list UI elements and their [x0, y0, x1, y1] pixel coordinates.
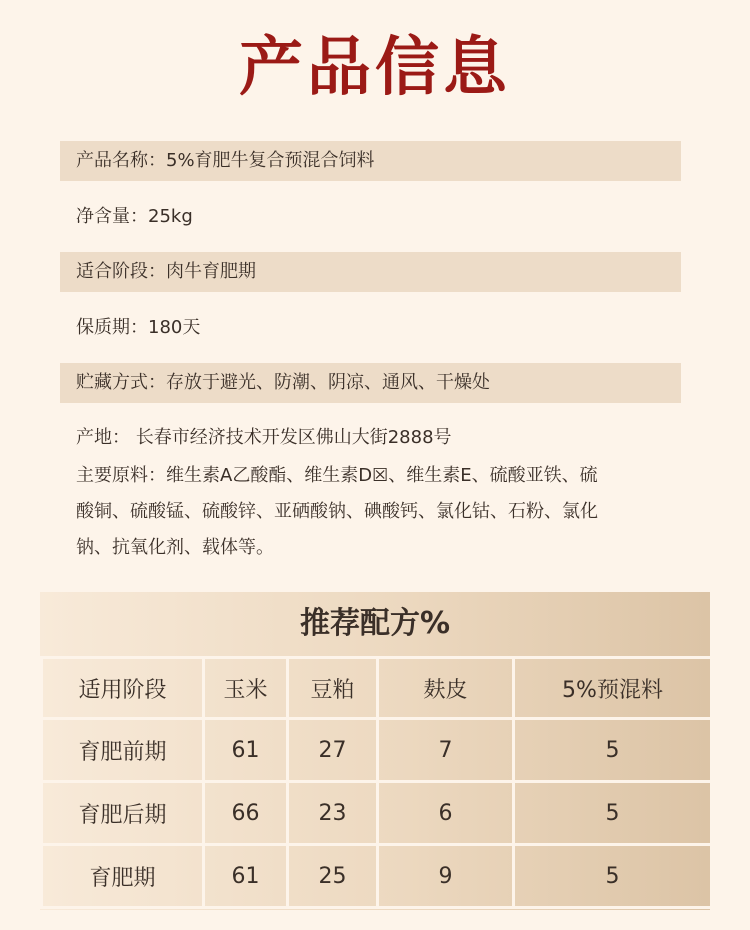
origin-row [76, 420, 676, 456]
table-row [42, 719, 712, 782]
header-cell-corn: 玉米 [204, 658, 288, 719]
origin-text: 产地： 长春市经济技术开发区佛山大街2888号 [76, 427, 452, 448]
table-cell: 5 [514, 782, 712, 845]
ingredients-block [76, 458, 676, 566]
table-cell: 育肥前期 [42, 719, 204, 782]
table-row [42, 782, 712, 845]
ingredients-line: 酸铜、硫酸锰、硫酸锌、亚硒酸钠、碘酸钙、氯化钴、石粉、氯化 [76, 501, 598, 522]
table-row [42, 845, 712, 908]
header-cell-stage: 适用阶段 [42, 658, 204, 719]
table-cell: 27 [288, 719, 378, 782]
table-cell: 61 [204, 719, 288, 782]
header-cell-premix: 5%预混料 [514, 658, 712, 719]
table-cell: 育肥期 [42, 845, 204, 908]
net-content-row: 净含量：25kg [76, 206, 193, 227]
page-title: 产品信息 [239, 31, 511, 105]
table-cell: 育肥后期 [42, 782, 204, 845]
table-cell: 5 [514, 845, 712, 908]
header-cell-bran: 麸皮 [378, 658, 514, 719]
formula-table [40, 656, 713, 909]
shelf-life-row: 保质期：180天 [76, 317, 201, 338]
storage-row: 贮藏方式：存放于避光、防潮、阴凉、通风、干燥处 [60, 363, 681, 403]
stage-row: 适合阶段：肉牛育肥期 [60, 252, 681, 292]
ingredients-line: 主要原料：维生素A乙酸酯、维生素D☒、维生素E、硫酸亚铁、硫 [76, 465, 598, 486]
product-name-row: 产品名称：5%育肥牛复合预混合饲料 [60, 141, 681, 181]
ingredients-line: 钠、抗氧化剂、载体等。 [76, 537, 274, 558]
table-cell: 23 [288, 782, 378, 845]
table-header-row [42, 658, 712, 719]
header-cell-soybean-meal: 豆粕 [288, 658, 378, 719]
table-cell: 6 [378, 782, 514, 845]
table-cell: 61 [204, 845, 288, 908]
formula-title: 推荐配方% [299, 606, 451, 641]
formula-section [40, 592, 710, 910]
table-cell: 9 [378, 845, 514, 908]
table-cell: 7 [378, 719, 514, 782]
table-cell: 25 [288, 845, 378, 908]
table-cell: 5 [514, 719, 712, 782]
table-cell: 66 [204, 782, 288, 845]
